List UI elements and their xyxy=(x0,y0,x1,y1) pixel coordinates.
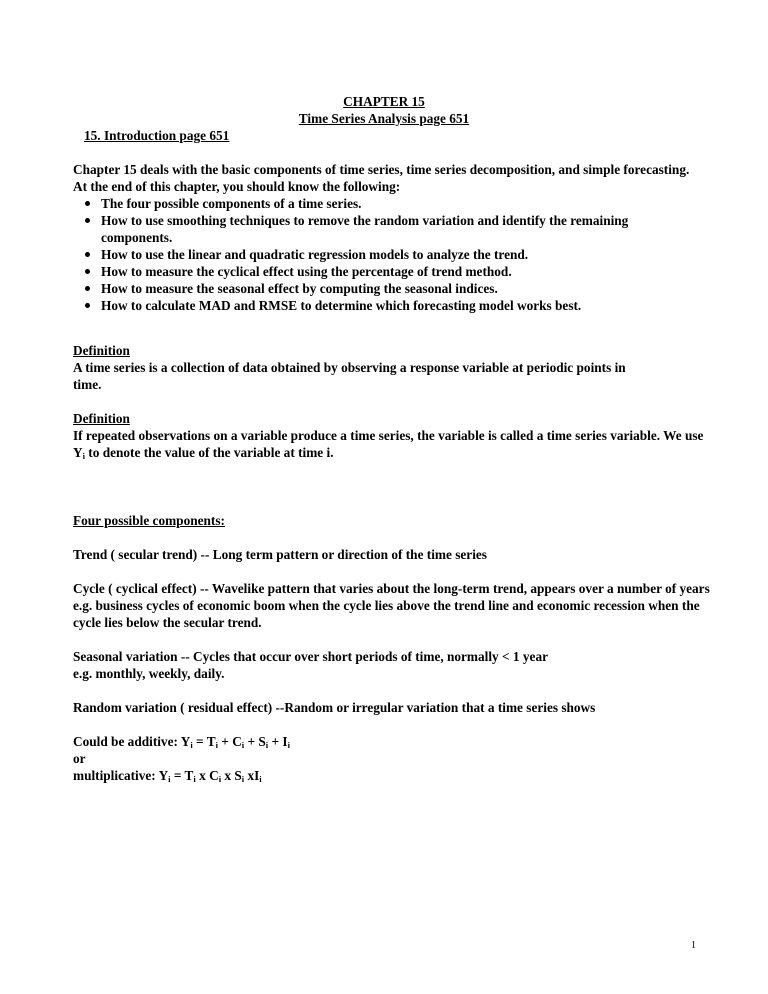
definition-2 xyxy=(73,410,713,461)
seasonal-paragraph xyxy=(73,648,713,682)
trend-paragraph: Trend ( secular trend) -- Long term pattern or direction of the time series xyxy=(73,547,487,562)
objective-item: How to measure the cyclical effect using the percentage of trend method. xyxy=(80,263,698,280)
definition-1-text: A time series is a collection of data obtained by observing a response variable at periodic points in time. xyxy=(73,360,626,392)
intro-block xyxy=(73,161,698,314)
definition-2-heading: Definition xyxy=(73,411,130,426)
objective-item: How to measure the seasonal effect by computing the seasonal indices. xyxy=(80,280,698,297)
random-paragraph: Random variation ( residual effect) --Random or irregular variation that a time series shows xyxy=(73,700,596,715)
objective-item: How to calculate MAD and RMSE to determine which forecasting model works best. xyxy=(80,297,698,314)
model-equations xyxy=(73,733,673,784)
objective-item: How to use smoothing techniques to remove the random variation and identify the remaining components. xyxy=(80,212,698,246)
definition-1-heading: Definition xyxy=(73,343,130,358)
components-heading: Four possible components: xyxy=(73,513,225,528)
objective-item: How to use the linear and quadratic regression models to analyze the trend. xyxy=(80,246,698,263)
or-text: or xyxy=(73,751,86,766)
page-number: 1 xyxy=(691,940,696,951)
objectives-list xyxy=(80,195,698,314)
additive-model: Could be additive: $Y_i = T_i + C_i + S_i + I_i$ xyxy=(73,734,290,750)
objective-item: The four possible components of a time series. xyxy=(80,195,698,212)
cycle-paragraph: Cycle ( cyclical effect) -- Wavelike pattern that varies about the long-term trend, appears over a number of years e.g. business cycles of economic boom when the cycle lies above the trend line and economic recession when the cycle lies below the secular trend. xyxy=(73,581,710,630)
definition-1 xyxy=(73,342,633,393)
chapter-title: Time Series Analysis page 651 xyxy=(298,111,470,126)
seasonal-line-1: Seasonal variation -- Cycles that occur over short periods of time, normally < 1 year xyxy=(73,649,548,664)
intro-paragraph: Chapter 15 deals with the basic components of time series, time series decomposition, and simple forecasting. At the end of this chapter, you should know the following: xyxy=(73,162,690,194)
section-heading: 15. Introduction page 651 xyxy=(84,128,230,143)
chapter-number: CHAPTER 15 xyxy=(343,94,425,109)
multiplicative-model: multiplicative: $Y_i = T_i$ x $C_i$ x $S_i$ $xI_i$ xyxy=(73,768,262,784)
definition-2-text: If repeated observations on a variable produce a time series, the variable is called a time series variable. We use $Y_i$ to denote the value of the variable at time i. xyxy=(73,428,704,461)
seasonal-line-2: e.g. monthly, weekly, daily. xyxy=(73,666,225,681)
